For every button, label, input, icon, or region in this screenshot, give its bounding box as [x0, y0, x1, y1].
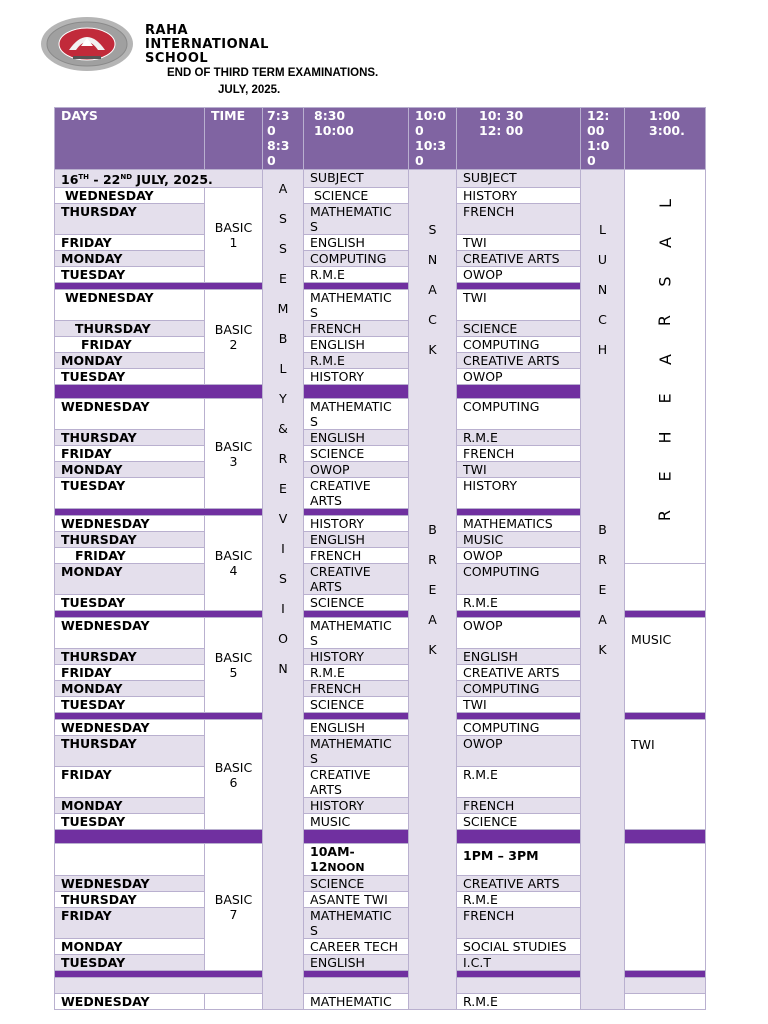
- day-cell: THURSDAY: [55, 321, 205, 337]
- day-cell: MONDAY: [55, 251, 205, 267]
- lunch-letter: U: [597, 252, 608, 267]
- subject-cell: R.M.E: [457, 767, 581, 798]
- subject-cell: MATHEMATIC S: [304, 618, 409, 649]
- basic7-time-b: 1PM – 3PM: [457, 844, 581, 876]
- school-name: [145, 24, 269, 66]
- day-cell: WEDNESDAY: [55, 290, 205, 321]
- subject-cell: FRENCH: [304, 681, 409, 697]
- day-cell: TUESDAY: [55, 697, 205, 713]
- subject-cell: SCIENCE: [304, 876, 409, 892]
- basic2-label: BASIC 2: [205, 290, 263, 385]
- subject-cell: MATHEMATIC S: [304, 908, 409, 939]
- day-cell: FRIDAY: [55, 235, 205, 251]
- day-cell: MONDAY: [55, 353, 205, 369]
- subject-cell: COMPUTING: [457, 720, 581, 736]
- basic6-extra: TWI: [625, 720, 706, 830]
- subject-cell: ENGLISH: [304, 430, 409, 446]
- assembly-letter: B: [278, 331, 288, 346]
- day-cell: FRIDAY: [55, 665, 205, 681]
- subject-cell: TWI: [457, 697, 581, 713]
- basic6-label: BASIC 6: [205, 720, 263, 830]
- week-row: [55, 170, 706, 188]
- subject-cell: R.M.E: [457, 595, 581, 611]
- subject-cell: OWOP: [457, 618, 581, 649]
- assembly-letter: M: [277, 301, 289, 316]
- subject-cell: COMPUTING: [304, 251, 409, 267]
- subject-cell: R.M.E: [304, 665, 409, 681]
- subject-cell: R.M.E: [457, 892, 581, 908]
- header-t5: 12: 00 1:0 0: [581, 108, 625, 170]
- rehearsal-cell: [625, 170, 706, 564]
- subject-cell: MATHEMATIC: [304, 994, 409, 1010]
- lunch-letter: H: [597, 342, 608, 357]
- rehearsal-letter: A: [655, 237, 675, 248]
- subject-cell: FRENCH: [304, 321, 409, 337]
- rehearsal-letter: L: [655, 199, 675, 208]
- assembly-revision-column: [263, 170, 304, 1010]
- subject-cell: MUSIC: [457, 532, 581, 548]
- subject-cell: COMPUTING: [457, 564, 581, 595]
- subject-cell: COMPUTING: [457, 399, 581, 430]
- subject-cell: CREATIVE ARTS: [457, 876, 581, 892]
- empty-cell: [55, 844, 205, 876]
- day-cell: TUESDAY: [55, 595, 205, 611]
- school-logo: [40, 16, 134, 72]
- header-t3: 10:0 0 10:3 0: [409, 108, 457, 170]
- assembly-letter: L: [279, 361, 287, 376]
- day-cell: THURSDAY: [55, 649, 205, 665]
- day-cell: WEDNESDAY: [55, 516, 205, 532]
- empty-cell: [625, 844, 706, 971]
- assembly-letter: Y: [279, 391, 287, 406]
- snack-break-letter: B: [428, 522, 437, 537]
- subject-cell: TWI: [457, 235, 581, 251]
- assembly-letter: E: [279, 481, 287, 496]
- rehearsal-letter: A: [655, 354, 675, 365]
- snack-break-letter: A: [428, 612, 437, 627]
- lunch-break-letter: B: [598, 522, 607, 537]
- school-name-line2: INTERNATIONAL: [145, 37, 269, 52]
- day-cell: FRIDAY: [55, 446, 205, 462]
- assembly-letter: S: [279, 571, 287, 586]
- subject-cell: CREATIVE ARTS: [457, 665, 581, 681]
- subject-cell: HISTORY: [457, 188, 581, 204]
- lunch-break-letter: A: [598, 612, 607, 627]
- subject-cell: CREATIVE ARTS: [457, 251, 581, 267]
- subject-cell: COMPUTING: [457, 337, 581, 353]
- lunch-break-letter: K: [598, 642, 607, 657]
- day-cell: MONDAY: [55, 798, 205, 814]
- rehearsal-letter: R: [655, 314, 675, 327]
- subject-cell: HISTORY: [304, 516, 409, 532]
- day-cell: TUESDAY: [55, 955, 205, 971]
- subject-cell: ENGLISH: [304, 955, 409, 971]
- assembly-letter: &: [278, 421, 288, 436]
- timetable: [54, 107, 706, 1010]
- school-name-line1: RAHA: [145, 23, 189, 38]
- rehearsal-letter: E: [655, 471, 675, 482]
- header-time: TIME: [205, 108, 263, 170]
- day-cell: WEDNESDAY: [55, 399, 205, 430]
- subject-cell: ENGLISH: [304, 235, 409, 251]
- subject-cell: FRENCH: [457, 204, 581, 235]
- lunch-letter: N: [597, 282, 608, 297]
- subject-cell: OWOP: [457, 736, 581, 767]
- subject-cell: CAREER TECH: [304, 939, 409, 955]
- rehearsal-letter: E: [655, 393, 675, 404]
- header-t4: 10: 30 12: 00: [457, 108, 581, 170]
- day-cell: WEDNESDAY: [55, 618, 205, 649]
- subject-cell: TWI: [457, 290, 581, 321]
- snack-letter: S: [428, 222, 437, 237]
- lunch-letter: C: [598, 312, 607, 327]
- day-cell: MONDAY: [55, 564, 205, 595]
- header-t1: 7:3 0 8:3 0: [263, 108, 304, 170]
- subject-heading-1: SUBJECT: [304, 170, 409, 188]
- day-cell: WEDNESDAY: [55, 994, 205, 1010]
- basic3-label: BASIC 3: [205, 399, 263, 509]
- subject-cell: HISTORY: [304, 649, 409, 665]
- subject-cell: CREATIVE ARTS: [304, 767, 409, 798]
- header-t2: 8:30 10:00: [304, 108, 409, 170]
- snack-break-letter: R: [428, 552, 437, 567]
- day-cell: MONDAY: [55, 681, 205, 697]
- assembly-letter: I: [281, 541, 285, 556]
- day-cell: WEDNESDAY: [55, 188, 205, 204]
- subject-cell: R.M.E: [304, 267, 409, 283]
- subject-cell: MATHEMATICS: [457, 516, 581, 532]
- subject-cell: SCIENCE: [304, 188, 409, 204]
- subject-cell: R.M.E: [304, 353, 409, 369]
- day-cell: THURSDAY: [55, 204, 205, 235]
- subject-cell: MATHEMATIC S: [304, 204, 409, 235]
- subject-cell: R.M.E: [457, 994, 581, 1010]
- day-cell: FRIDAY: [55, 908, 205, 939]
- subject-heading-2: SUBJECT: [457, 170, 581, 188]
- lunch-break-column: [581, 170, 625, 1010]
- snack-letter: C: [428, 312, 437, 327]
- assembly-letter: N: [278, 661, 288, 676]
- rehearsal-letter: S: [655, 276, 675, 287]
- subject-cell: HISTORY: [304, 369, 409, 385]
- snack-letter: N: [427, 252, 438, 267]
- subject-cell: R.M.E: [457, 430, 581, 446]
- day-cell: TUESDAY: [55, 478, 205, 509]
- subject-cell: SCIENCE: [304, 595, 409, 611]
- assembly-letter: I: [281, 601, 285, 616]
- subject-cell: MUSIC: [304, 814, 409, 830]
- assembly-letter: R: [278, 451, 288, 466]
- subject-cell: CREATIVE ARTS: [457, 353, 581, 369]
- day-cell: TUESDAY: [55, 814, 205, 830]
- subject-cell: HISTORY: [304, 798, 409, 814]
- subject-cell: FRENCH: [457, 908, 581, 939]
- basic1-label: BASIC 1: [205, 188, 263, 283]
- assembly-letter: O: [278, 631, 288, 646]
- subject-cell: OWOP: [457, 267, 581, 283]
- rehearsal-letter: H: [655, 431, 675, 444]
- subject-cell: SCIENCE: [304, 697, 409, 713]
- subject-cell: HISTORY: [457, 478, 581, 509]
- day-cell: FRIDAY: [55, 767, 205, 798]
- assembly-letter: V: [278, 511, 288, 526]
- subject-cell: SCIENCE: [457, 814, 581, 830]
- assembly-letter: S: [279, 211, 287, 226]
- day-cell: THURSDAY: [55, 736, 205, 767]
- subject-cell: SCIENCE: [457, 321, 581, 337]
- snack-letter: A: [428, 282, 437, 297]
- snack-letter: K: [428, 342, 437, 357]
- day-cell: THURSDAY: [55, 430, 205, 446]
- snack-break-letter: E: [428, 582, 437, 597]
- subject-cell: SCIENCE: [304, 446, 409, 462]
- subject-cell: CREATIVE ARTS: [304, 564, 409, 595]
- subject-cell: CREATIVE ARTS: [304, 478, 409, 509]
- day-cell: FRIDAY: [55, 337, 205, 353]
- header-days: DAYS: [55, 108, 205, 170]
- assembly-letter: E: [279, 271, 287, 286]
- exam-date: JULY, 2025.: [218, 84, 281, 96]
- day-cell: WEDNESDAY: [55, 876, 205, 892]
- school-name-line3: SCHOOL: [145, 51, 209, 66]
- subject-cell: SOCIAL STUDIES: [457, 939, 581, 955]
- header-row: [55, 108, 706, 170]
- basic5-label: BASIC 5: [205, 618, 263, 713]
- subject-cell: MATHEMATIC S: [304, 290, 409, 321]
- basic7-time-a: 10AM- 12NOON: [304, 844, 409, 876]
- snack-break-letter: K: [428, 642, 437, 657]
- subject-cell: MATHEMATIC S: [304, 736, 409, 767]
- subject-cell: ASANTE TWI: [304, 892, 409, 908]
- day-cell: FRIDAY: [55, 548, 205, 564]
- day-cell: MONDAY: [55, 462, 205, 478]
- subject-cell: COMPUTING: [457, 681, 581, 697]
- exam-title: END OF THIRD TERM EXAMINATIONS.: [167, 67, 379, 79]
- rehearsal-letter: R: [655, 509, 675, 522]
- snack-break-column: [409, 170, 457, 1010]
- subject-cell: FRENCH: [457, 446, 581, 462]
- header-t6: 1:00 3:00.: [625, 108, 706, 170]
- week-label: 16TH - 22ND JULY, 2025.: [55, 170, 263, 188]
- subject-cell: FRENCH: [304, 548, 409, 564]
- day-cell: THURSDAY: [55, 892, 205, 908]
- subject-cell: FRENCH: [457, 798, 581, 814]
- day-cell: TUESDAY: [55, 369, 205, 385]
- subject-cell: ENGLISH: [304, 337, 409, 353]
- basic5-extra: MUSIC: [625, 618, 706, 713]
- lunch-break-letter: R: [598, 552, 607, 567]
- subject-cell: MATHEMATIC S: [304, 399, 409, 430]
- day-cell: TUESDAY: [55, 267, 205, 283]
- subject-cell: TWI: [457, 462, 581, 478]
- subject-cell: OWOP: [457, 548, 581, 564]
- lunch-letter: L: [599, 222, 606, 237]
- subject-cell: ENGLISH: [457, 649, 581, 665]
- subject-cell: ENGLISH: [304, 720, 409, 736]
- assembly-letter: A: [278, 181, 288, 196]
- basic7-label: BASIC 7: [205, 844, 263, 971]
- day-cell: WEDNESDAY: [55, 720, 205, 736]
- subject-cell: I.C.T: [457, 955, 581, 971]
- basic4-label: BASIC 4: [205, 516, 263, 611]
- day-cell: MONDAY: [55, 939, 205, 955]
- subject-cell: ENGLISH: [304, 532, 409, 548]
- subject-cell: OWOP: [457, 369, 581, 385]
- lunch-break-letter: E: [598, 582, 607, 597]
- assembly-letter: S: [279, 241, 287, 256]
- day-cell: THURSDAY: [55, 532, 205, 548]
- subject-cell: OWOP: [304, 462, 409, 478]
